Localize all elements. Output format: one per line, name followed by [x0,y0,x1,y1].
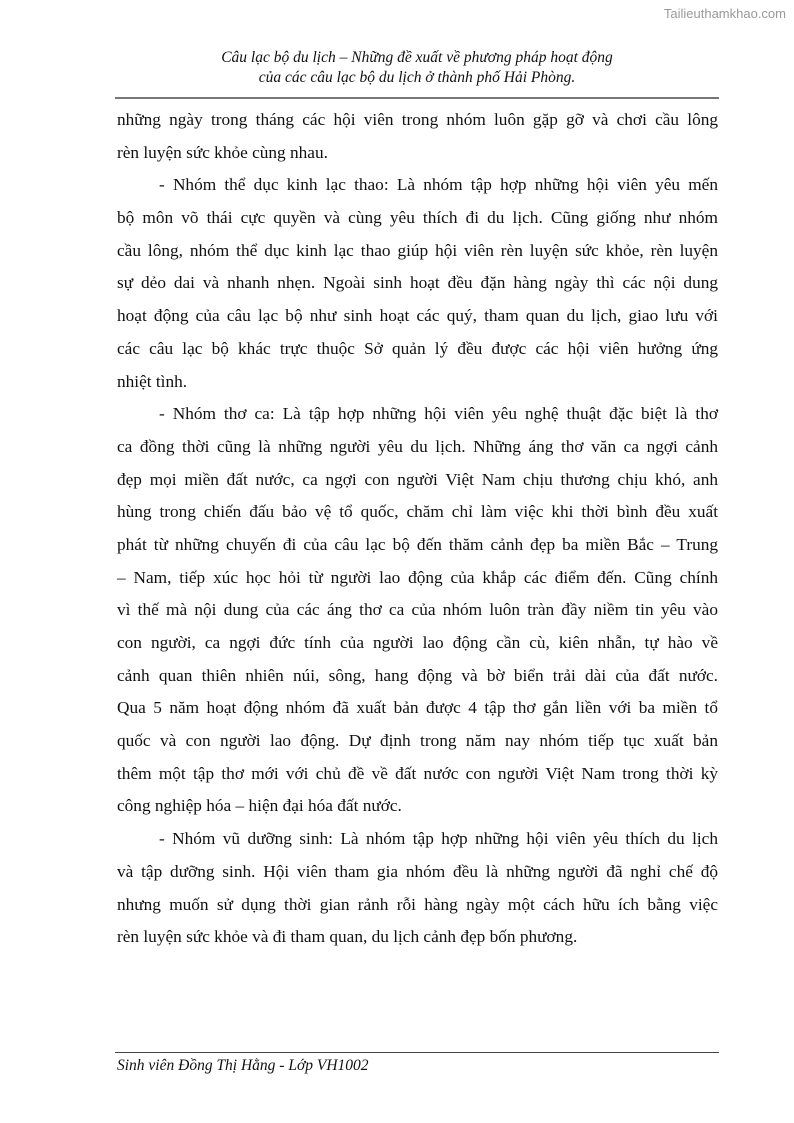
text-line: các câu lạc bộ khác trực thuộc Sở quản lý đều được các hội viên hưởng ứng [117,338,718,358]
text-line: hùng trong chiến đấu bảo vệ tổ quốc, chăm chỉ làm việc khi thời bình đều xuất [117,502,718,522]
watermark: Tailieuthamkhao.com [663,6,786,21]
paragraph [117,169,718,398]
text-line: thêm một tập thơ mới với chủ đề về đất nước con người Việt Nam trong thời kỳ [117,763,718,783]
text-line: nhiệt tình. [117,371,188,391]
header-divider [115,97,719,99]
document-body [117,104,718,954]
text-line: - Nhóm thể dục kinh lạc thao: Là nhóm tập hợp những hội viên yêu mến [159,175,718,195]
paragraph [117,104,718,169]
footer-divider [115,1052,719,1053]
text-line: sự dẻo dai và nhanh nhẹn. Ngoài sinh hoạt đều đặn hàng ngày thì các nội dung [117,273,718,293]
text-line: - Nhóm vũ dưỡng sinh: Là nhóm tập hợp những hội viên yêu thích du lịch [159,829,718,849]
paragraph [117,398,718,823]
header-line-2: của các câu lạc bộ du lịch ở thành phố Hải Phòng. [258,69,576,86]
text-line: quốc và con người lao động. Dự định trong năm nay nhóm tiếp tục xuất bản [117,731,718,751]
text-line: Qua 5 năm hoạt động nhóm đã xuất bản được 4 tập thơ gắn liền với ba miền tổ [117,698,718,718]
text-line: - Nhóm thơ ca: Là tập hợp những hội viên yêu nghệ thuật đặc biệt là thơ [159,404,718,424]
running-footer: Sinh viên Đồng Thị Hằng - Lớp VH1002 [117,1057,369,1074]
paragraph [117,823,718,954]
text-line: bộ môn võ thái cực quyền và cùng yêu thích đi du lịch. Cũng giống như nhóm [117,208,718,228]
text-line: rèn luyện sức khỏe và đi tham quan, du lịch cảnh đẹp bốn phương. [117,927,578,947]
text-line: và tập dưỡng sinh. Hội viên tham gia nhóm đều là những người đã nghỉ chế độ [117,861,718,881]
header-line-1: Câu lạc bộ du lịch – Những đề xuất về phương pháp hoạt động [221,49,613,66]
text-line: – Nam, tiếp xúc học hỏi từ người lao động của khắp các điểm đến. Cũng chính [117,567,718,587]
running-header [117,48,717,88]
text-line: phát từ những chuyến đi của câu lạc bộ đến thăm cảnh đẹp ba miền Bắc – Trung [117,534,718,554]
text-line: đẹp mọi miền đất nước, ca ngợi con người Việt Nam chịu thương chịu khó, anh [117,469,718,489]
text-line: những ngày trong tháng các hội viên trong nhóm luôn gặp gỡ và chơi cầu lông [117,110,718,129]
text-line: hoạt động của câu lạc bộ như sinh hoạt các quý, tham quan du lịch, giao lưu với [117,306,718,326]
text-line: công nghiệp hóa – hiện đại hóa đất nước. [117,796,402,816]
text-line: cầu lông, nhóm thể dục kinh lạc thao giúp hội viên rèn luyện sức khỏe, rèn luyện [117,240,718,260]
text-line: vì thế mà nội dung của các áng thơ ca của nhóm luôn tràn đầy niềm tin yêu vào [117,600,718,620]
text-line: con người, ca ngợi đức tính của người lao động cần cù, kiên nhẫn, tự hào về [117,633,718,652]
text-line: ca đồng thời cũng là những người yêu du lịch. Những áng thơ văn ca ngợi cảnh [117,436,718,456]
text-line: nhưng muốn sử dụng thời gian rảnh rỗi hàng ngày một cách hữu ích bằng việc [117,894,718,914]
text-line: rèn luyện sức khỏe cùng nhau. [117,142,328,162]
text-line: cảnh quan thiên nhiên núi, sông, hang động và bờ biển trải dài của đất nước. [117,665,718,685]
